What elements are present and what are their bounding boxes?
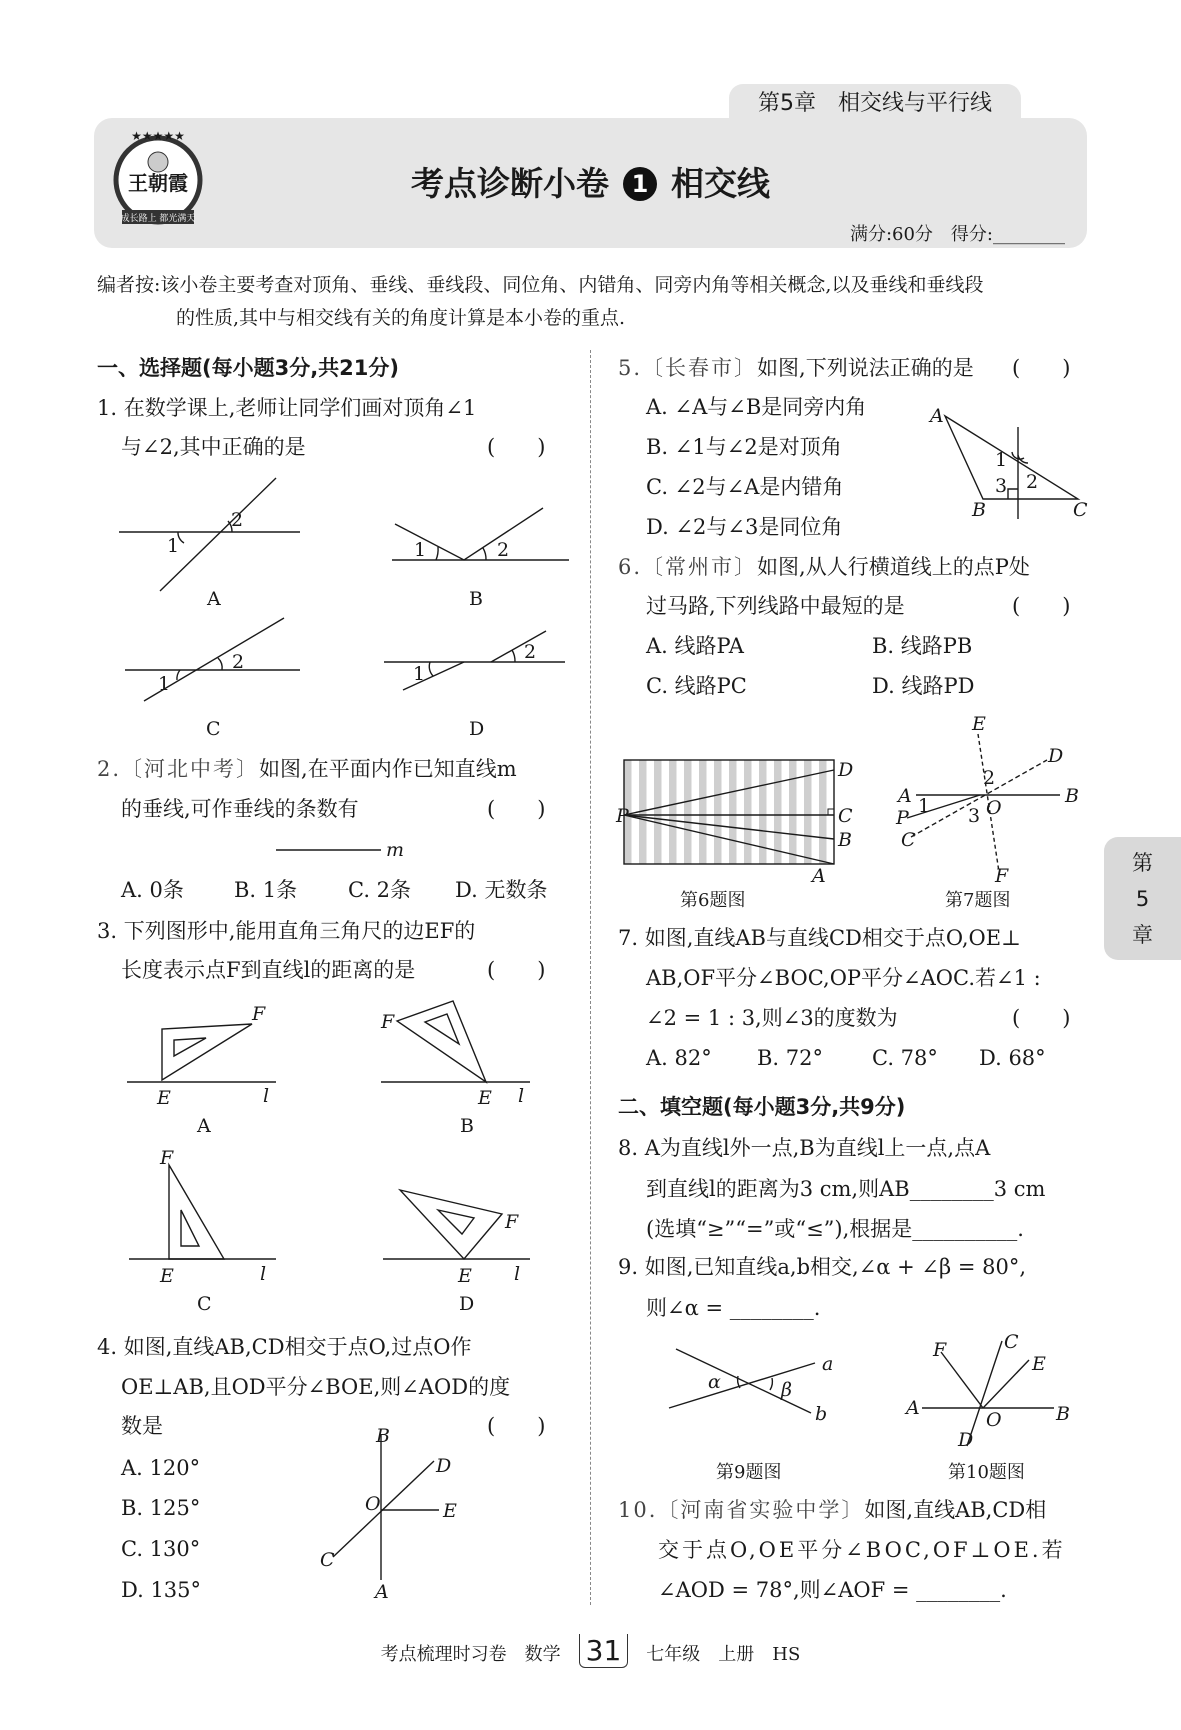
svg-text:l: l [263, 1085, 270, 1107]
q5-option-a: A. ∠A与∠B是同旁内角 [646, 395, 867, 419]
q4-option-a: A. 120° [121, 1456, 201, 1480]
side-tab-char: 第 [1132, 851, 1153, 875]
svg-text:B: B [460, 1115, 474, 1137]
svg-text:F: F [252, 1003, 266, 1025]
q2-line-m [276, 839, 404, 861]
q4-option-c: C. 130° [121, 1537, 201, 1561]
svg-text:O: O [986, 797, 1002, 819]
q2-option-b: B. 1条 [234, 878, 298, 902]
svg-text:C: C [1073, 499, 1088, 521]
q4-line2: OE⊥AB,且OD平分∠BOE,则∠AOD的度 [121, 1375, 511, 1399]
q1-figure-b [392, 508, 569, 610]
q5-figure [928, 405, 1088, 521]
svg-text:D: D [838, 759, 854, 781]
q9-line2[interactable]: 则∠α = ________. [646, 1296, 821, 1320]
q6-crosswalk-figure [615, 759, 853, 911]
q6-line1: 如图,从人行横道线上的点P处 [757, 555, 1030, 579]
svg-text:C: C [197, 1293, 212, 1315]
q10-source: 10.〔河南省实验中学〕 [618, 1498, 865, 1522]
q3-figure-a [127, 1003, 276, 1137]
q2-line1: 如图,在平面内作已知直线m [259, 757, 517, 781]
q1-line2: 与∠2,其中正确的是 [121, 435, 306, 459]
q3-line1: 3. 下列图形中,能用直角三角尺的边EF的 [97, 919, 476, 943]
q5-option-b: B. ∠1与∠2是对顶角 [646, 435, 842, 459]
svg-text:D: D [1048, 745, 1064, 767]
crosswalk-stripe [699, 760, 707, 864]
svg-text:l: l [518, 1085, 525, 1107]
svg-text:1: 1 [918, 795, 931, 817]
svg-text:A: A [375, 1581, 389, 1603]
title-number-badge: 1 [623, 167, 657, 201]
svg-text:B: B [838, 829, 852, 851]
q9-line1: 9. 如图,已知直线a,b相交,∠α + ∠β = 80°, [618, 1255, 1027, 1279]
q6-caption: 第6题图 [680, 890, 746, 911]
svg-text:2: 2 [232, 651, 245, 673]
svg-text:2: 2 [983, 767, 996, 789]
svg-text:成长路上 都光满天: 成长路上 都光满天 [120, 214, 196, 224]
svg-text:D: D [958, 1429, 974, 1451]
crosswalk-stripe [819, 760, 827, 864]
side-tab-char: 章 [1132, 923, 1153, 947]
svg-text:2: 2 [1026, 471, 1039, 493]
svg-text:α: α [708, 1371, 721, 1393]
svg-text:a: a [822, 1353, 834, 1375]
svg-text:P: P [896, 807, 909, 829]
q10-line1: 如图,直线AB,CD相 [864, 1498, 1047, 1522]
q6-source: 6.〔常州市〕 [618, 555, 758, 579]
q6-option-d: D. 线路PD [872, 674, 975, 698]
svg-text:l: l [260, 1263, 267, 1285]
svg-text:A: A [207, 588, 221, 610]
q8-line1: 8. A为直线l外一点,B为直线l上一点,点A [618, 1136, 991, 1160]
svg-text:A: A [197, 1115, 211, 1137]
svg-text:3: 3 [995, 475, 1008, 497]
q1-answer-paren[interactable]: ( ) [487, 435, 546, 459]
svg-text:E: E [157, 1087, 171, 1109]
q8-line2[interactable]: 到直线l的距离为3 cm,则AB________3 cm [646, 1177, 1046, 1201]
q1-line1: 1. 在数学课上,老师让同学们画对顶角∠1 [97, 396, 477, 420]
q7-answer-paren[interactable]: ( ) [1012, 1006, 1071, 1030]
q6-line2: 过马路,下列线路中最短的是 [646, 594, 905, 618]
svg-text:D: D [459, 1293, 475, 1315]
q4-line3: 数是 [121, 1414, 163, 1438]
q6-option-b: B. 线路PB [872, 634, 973, 658]
page-number: 31 [579, 1634, 629, 1668]
svg-text:C: C [838, 805, 853, 827]
q7-line2: AB,OF平分∠BOC,OP平分∠AOC.若∠1 : [646, 966, 1041, 990]
svg-text:E: E [972, 713, 986, 735]
svg-text:D: D [469, 718, 485, 740]
q2-option-d: D. 无数条 [455, 878, 548, 902]
svg-text:2: 2 [524, 641, 537, 663]
svg-text:F: F [995, 865, 1009, 887]
svg-text:E: E [478, 1087, 492, 1109]
svg-text:O: O [986, 1409, 1002, 1431]
svg-text:B: B [1065, 785, 1079, 807]
crosswalk-stripe [714, 760, 722, 864]
svg-text:1: 1 [413, 663, 426, 685]
q4-option-d: D. 135° [121, 1578, 202, 1602]
q1-figure-c [125, 618, 300, 740]
chapter-tab: 第5章 相交线与平行线 [729, 84, 1021, 124]
crosswalk-stripe [774, 760, 782, 864]
svg-text:B: B [1056, 1403, 1070, 1425]
q7-option-b: B. 72° [757, 1046, 824, 1070]
svg-text:E: E [443, 1500, 457, 1522]
q9-caption: 第9题图 [716, 1462, 782, 1483]
q5-line1: 如图,下列说法正确的是 [757, 356, 974, 380]
q4-line1: 4. 如图,直线AB,CD相交于点O,过点O作 [97, 1335, 472, 1359]
q3-line2: 长度表示点F到直线l的距离的是 [121, 958, 416, 982]
q4-figure [320, 1425, 457, 1603]
page-footer [0, 1634, 1181, 1668]
svg-text:A: A [906, 1397, 920, 1419]
svg-text:C: C [1004, 1331, 1019, 1353]
svg-text:C: C [320, 1549, 335, 1571]
svg-text:A: A [898, 785, 912, 807]
q10-line3[interactable]: ∠AOD = 78°,则∠AOF = ________. [658, 1578, 1007, 1602]
svg-text:β: β [781, 1379, 792, 1401]
title-topic: 相交线 [671, 164, 770, 203]
crosswalk-stripe [684, 760, 692, 864]
svg-text:l: l [514, 1263, 521, 1285]
q10-caption: 第10题图 [948, 1462, 1025, 1483]
svg-text:E: E [1032, 1353, 1046, 1375]
q3-figure-b [380, 1001, 530, 1137]
score-line: 满分:60分 得分:________ [849, 224, 1065, 245]
footer-grade: 七年级 上册 HS [646, 1644, 801, 1665]
svg-text:C: C [206, 718, 221, 740]
svg-text:m: m [386, 839, 405, 861]
title-text: 考点诊断小卷 [411, 164, 609, 203]
section-fill-heading: 二、填空题(每小题3分,共9分) [618, 1095, 906, 1119]
q6-option-a: A. 线路PA [646, 634, 744, 658]
q6-answer-paren[interactable]: ( ) [1012, 594, 1071, 618]
svg-text:E: E [458, 1265, 472, 1287]
q7-caption: 第7题图 [945, 890, 1011, 911]
svg-text:1: 1 [167, 535, 180, 557]
q9-figure [669, 1349, 833, 1483]
q5-source: 5.〔长春市〕 [618, 356, 758, 380]
svg-text:A: A [930, 405, 944, 427]
q7-option-d: D. 68° [979, 1046, 1046, 1070]
crosswalk-stripe [654, 760, 662, 864]
svg-text:F: F [381, 1011, 395, 1033]
q7-option-c: C. 78° [872, 1046, 938, 1070]
crosswalk-stripe [744, 760, 752, 864]
svg-text:2: 2 [231, 509, 244, 531]
svg-text:D: D [436, 1455, 452, 1477]
svg-text:F: F [160, 1147, 174, 1169]
side-tab-char: 5 [1135, 887, 1150, 911]
q5-answer-paren[interactable]: ( ) [1012, 356, 1071, 380]
svg-text:1: 1 [414, 539, 427, 561]
q2-line2: 的垂线,可作垂线的条数有 [121, 797, 359, 821]
svg-text:1: 1 [995, 449, 1008, 471]
q1-figure-d [384, 631, 565, 740]
q10-line2: 交于点O,OE平分∠BOC,OF⊥OE.若 [658, 1538, 1066, 1562]
editor-note-line2: 的性质,其中与相交线有关的角度计算是本小卷的重点. [176, 307, 626, 329]
svg-text:1: 1 [158, 673, 171, 695]
svg-text:★★★★★: ★★★★★ [131, 129, 185, 143]
svg-text:B: B [469, 588, 483, 610]
footer-book: 考点梳理时习卷 数学 [380, 1644, 561, 1665]
svg-text:B: B [972, 499, 986, 521]
q2-option-a: A. 0条 [121, 878, 184, 902]
chapter-side-tab [1104, 837, 1181, 960]
crosswalk-stripe [789, 760, 797, 864]
q10-figure [904, 1331, 1070, 1483]
svg-text:b: b [815, 1403, 828, 1425]
q6-option-c: C. 线路PC [646, 674, 747, 698]
crosswalk-stripe [669, 760, 677, 864]
q2-source: 2.〔河北中考〕 [97, 757, 260, 781]
svg-text:E: E [160, 1265, 174, 1287]
svg-text:王朝霞: 王朝霞 [128, 171, 188, 195]
q7-figure [895, 713, 1079, 911]
svg-text:B: B [376, 1425, 390, 1447]
q2-answer-paren[interactable]: ( ) [487, 797, 546, 821]
svg-text:C: C [901, 829, 916, 851]
q2-option-c: C. 2条 [348, 878, 412, 902]
svg-text:A: A [812, 865, 826, 887]
crosswalk-stripe [729, 760, 737, 864]
editor-note-line1: 编者按:该小卷主要考查对顶角、垂线、垂线段、同位角、内错角、同旁内角等相关概念,以及垂线和垂线段 [97, 274, 984, 296]
svg-text:P: P [616, 805, 629, 827]
q3-answer-paren[interactable]: ( ) [487, 958, 546, 982]
svg-text:F: F [933, 1339, 947, 1361]
section-choice-heading: 一、选择题(每小题3分,共21分) [97, 356, 400, 380]
q5-option-c: C. ∠2与∠A是内错角 [646, 475, 844, 499]
q7-line3: ∠2 = 1 : 3,则∠3的度数为 [646, 1006, 898, 1030]
svg-text:2: 2 [497, 539, 510, 561]
q5-option-d: D. ∠2与∠3是同位角 [646, 515, 843, 539]
q4-option-b: B. 125° [121, 1496, 201, 1520]
q4-answer-paren[interactable]: ( ) [487, 1414, 546, 1438]
svg-text:3: 3 [968, 805, 981, 827]
q7-line1: 7. 如图,直线AB与直线CD相交于点O,OE⊥ [618, 926, 1021, 950]
q3-figure-c [129, 1147, 276, 1315]
svg-text:F: F [505, 1211, 519, 1233]
q8-line3[interactable]: (选填“≥”“=”或“≤”),根据是__________. [646, 1217, 1024, 1241]
svg-text:O: O [365, 1493, 381, 1515]
q3-figure-d [383, 1190, 530, 1315]
q1-figure-a [119, 478, 300, 610]
q7-option-a: A. 82° [646, 1046, 712, 1070]
